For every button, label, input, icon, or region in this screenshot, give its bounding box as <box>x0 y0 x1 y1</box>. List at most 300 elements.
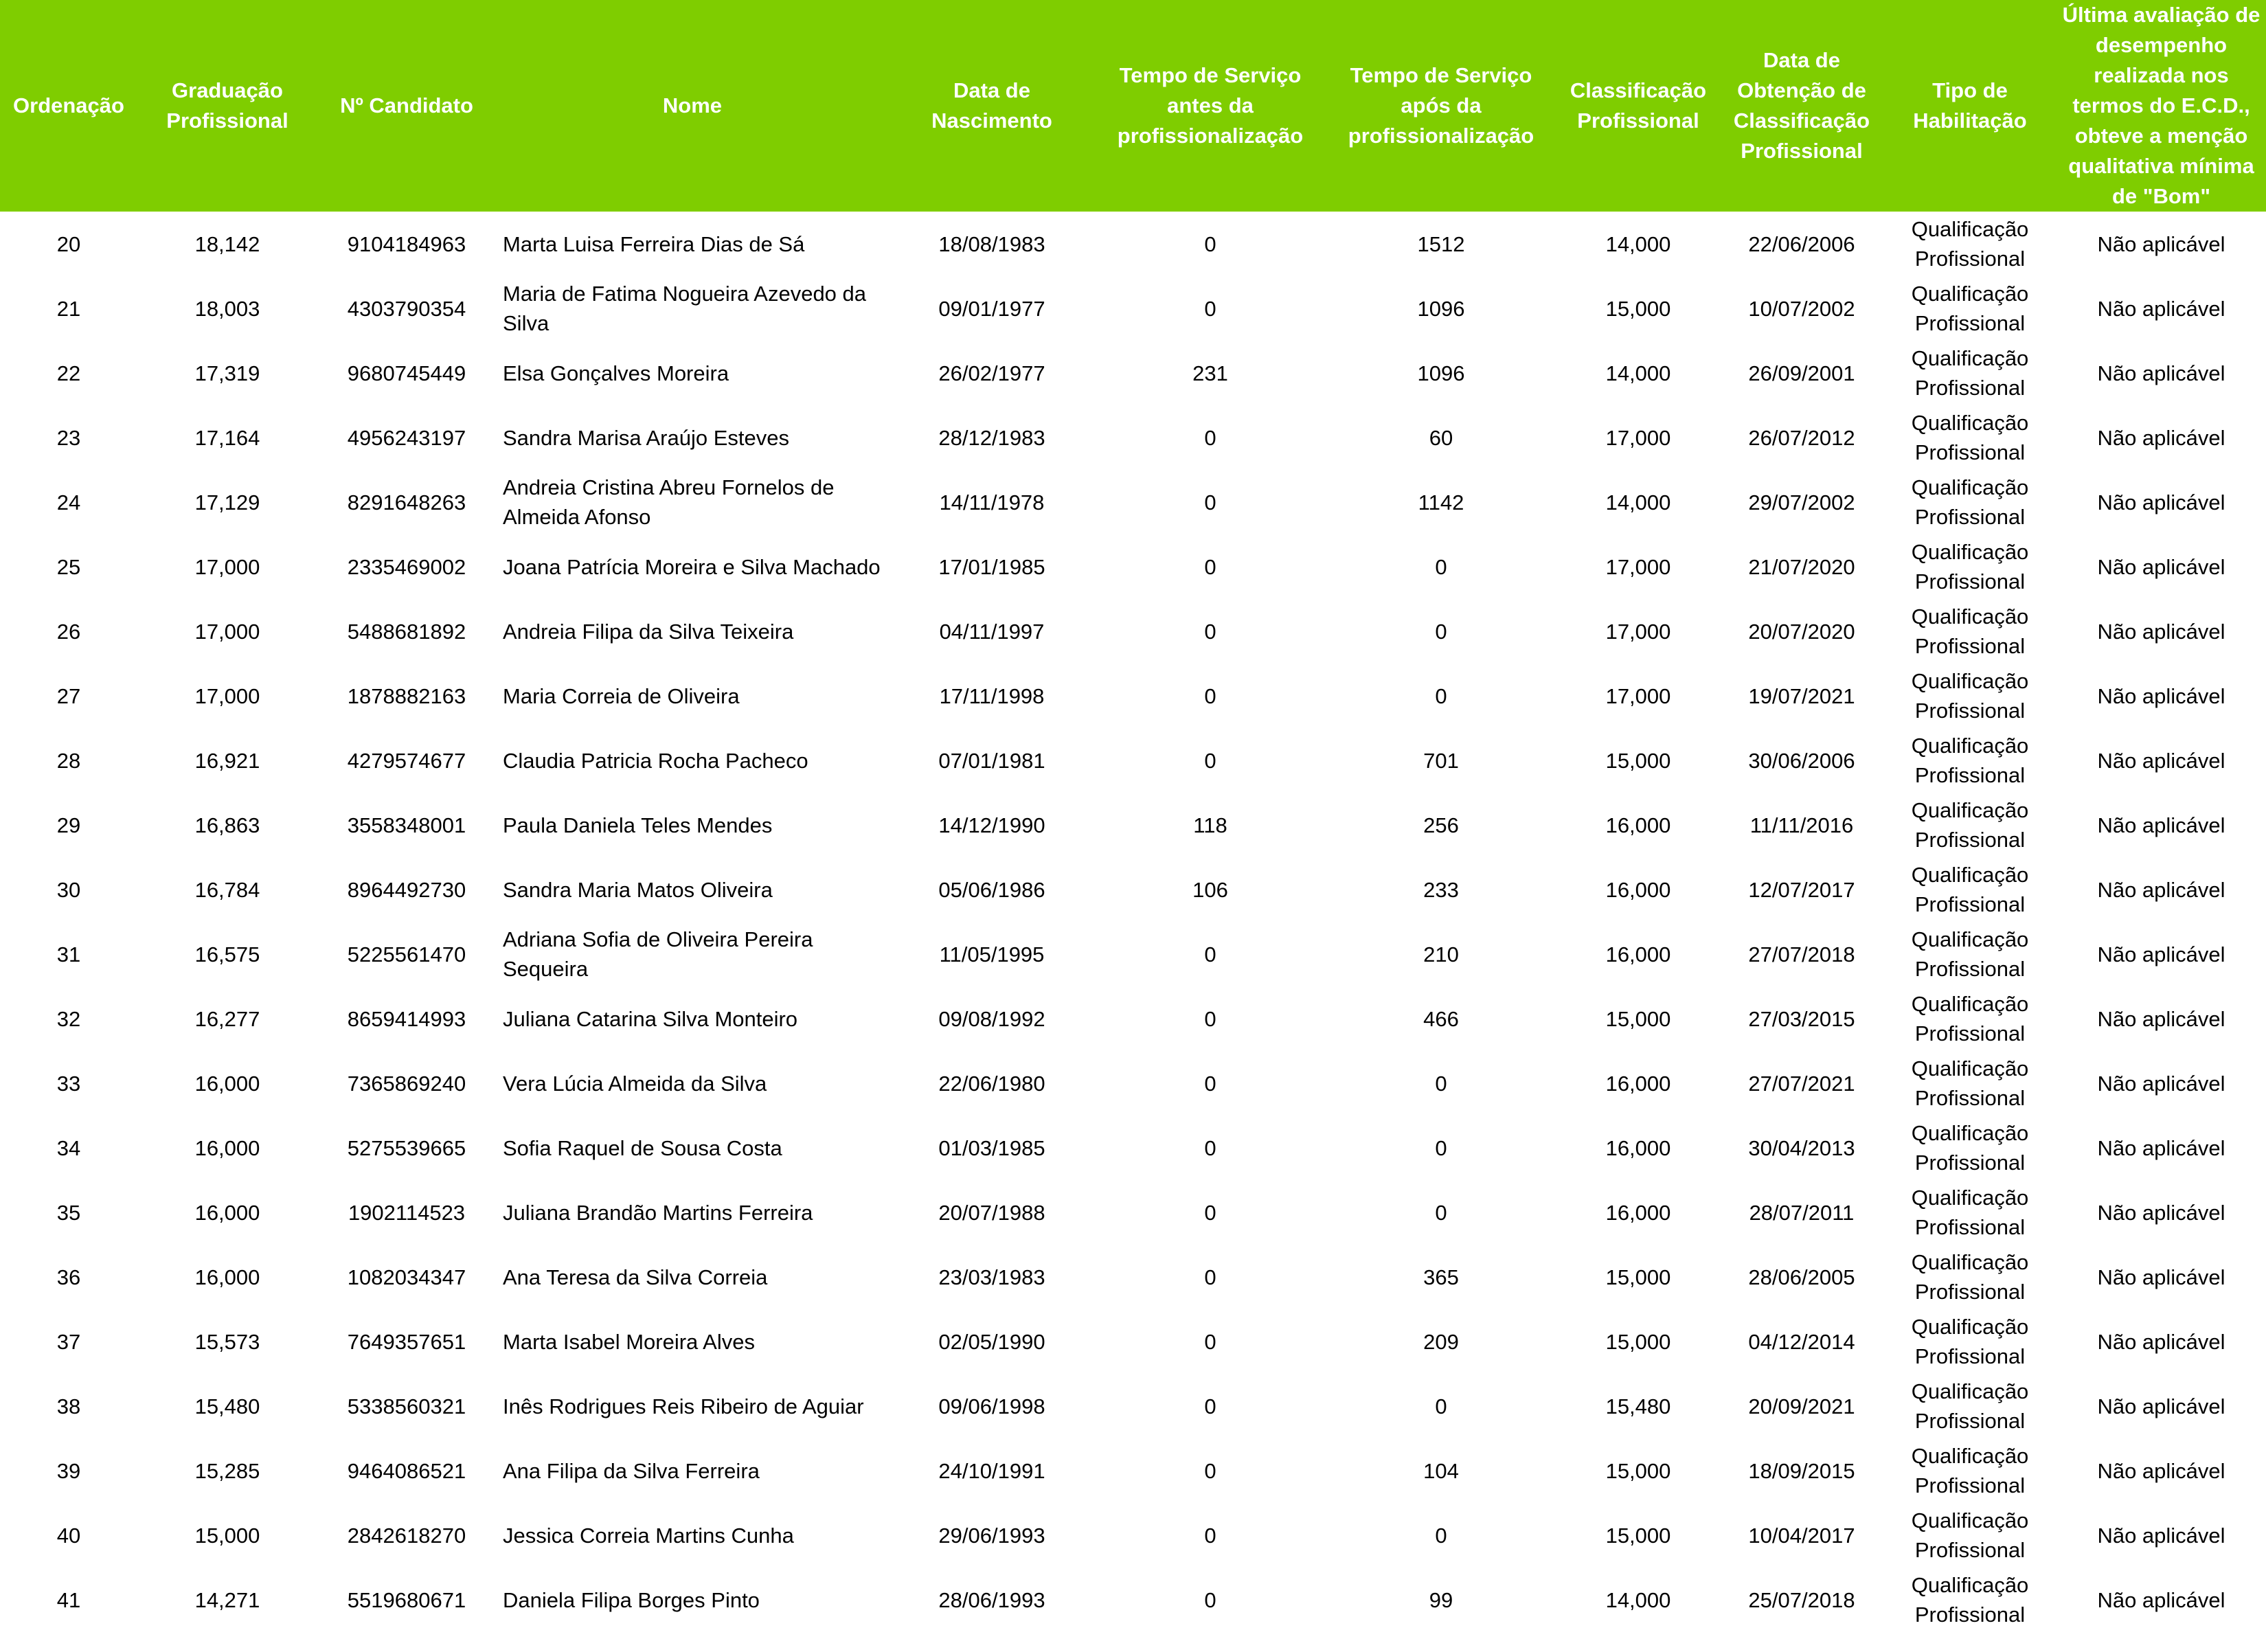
candidate-name: Sandra Maria Matos Oliveira <box>503 877 773 902</box>
table-body <box>0 212 2266 1632</box>
cell-numero-candidato: 4956243197 <box>347 425 466 450</box>
cell-tipo-habilitacao: Qualificação Profissional <box>1911 1573 2029 1627</box>
cell-tempo-antes: 0 <box>1204 619 1216 644</box>
cell-data-nascimento: 29/06/1993 <box>938 1523 1045 1548</box>
cell-data-obtencao: 12/07/2017 <box>1748 877 1855 902</box>
header-classificacao-profissional: Classificação Profissional <box>1556 0 1720 212</box>
cell-tipo-habilitacao: Qualificação Profissional <box>1911 1379 2029 1433</box>
cell-tempo-apos: 0 <box>1435 619 1447 644</box>
cell-tempo-apos: 1512 <box>1417 231 1465 256</box>
cell-tipo-habilitacao: Qualificação Profissional <box>1911 346 2029 400</box>
cell-tempo-apos: 209 <box>1423 1329 1459 1354</box>
table-row <box>0 1309 2266 1374</box>
cell-tempo-apos: 233 <box>1423 877 1459 902</box>
cell-data-nascimento: 14/11/1978 <box>939 490 1045 514</box>
cell-avaliacao: Não aplicável <box>2097 1329 2225 1354</box>
cell-avaliacao: Não aplicável <box>2097 296 2225 321</box>
candidate-name: Adriana Sofia de Oliveira Pereira Sequeira <box>503 927 813 981</box>
cell-avaliacao: Não aplicável <box>2097 231 2225 256</box>
cell-data-obtencao: 19/07/2021 <box>1748 683 1855 708</box>
cell-data-nascimento: 09/06/1998 <box>938 1394 1045 1418</box>
cell-data-obtencao: 28/07/2011 <box>1749 1200 1855 1225</box>
cell-data-nascimento: 04/11/1997 <box>939 619 1045 644</box>
cell-avaliacao: Não aplicável <box>2097 1135 2225 1160</box>
cell-data-obtencao: 29/07/2002 <box>1748 490 1855 514</box>
candidate-name: Inês Rodrigues Reis Ribeiro de Aguiar <box>503 1394 864 1418</box>
cell-graduacao: 15,000 <box>194 1523 260 1548</box>
cell-nome <box>496 1568 889 1632</box>
header-row <box>0 0 2266 212</box>
cell-data-nascimento: 11/05/1995 <box>939 942 1045 966</box>
cell-tempo-antes: 0 <box>1204 1523 1216 1548</box>
cell-nome <box>496 986 889 1051</box>
cell-tempo-antes: 0 <box>1204 1006 1216 1031</box>
cell-data-nascimento: 20/07/1988 <box>938 1200 1045 1225</box>
cell-tempo-antes: 0 <box>1204 1329 1216 1354</box>
cell-classificacao: 16,000 <box>1605 942 1671 966</box>
cell-tempo-apos: 701 <box>1423 748 1459 773</box>
cell-nome <box>496 922 889 986</box>
cell-data-nascimento: 22/06/1980 <box>938 1071 1045 1096</box>
cell-tempo-antes: 0 <box>1204 1458 1216 1483</box>
table-row <box>0 1374 2266 1438</box>
cell-avaliacao: Não aplicável <box>2097 942 2225 966</box>
cell-avaliacao: Não aplicável <box>2097 619 2225 644</box>
cell-ordenacao: 35 <box>56 1200 81 1225</box>
header-data-obtencao-classificacao: Data de Obtenção de Classificação Profissional <box>1720 0 1883 212</box>
cell-numero-candidato: 7365869240 <box>347 1071 466 1096</box>
table-row <box>0 1568 2266 1632</box>
candidate-name: Vera Lúcia Almeida da Silva <box>503 1071 767 1096</box>
cell-classificacao: 15,000 <box>1605 1006 1671 1031</box>
cell-nome <box>496 728 889 793</box>
cell-numero-candidato: 1082034347 <box>347 1265 466 1289</box>
cell-tipo-habilitacao: Qualificação Profissional <box>1911 1121 2029 1175</box>
cell-avaliacao: Não aplicável <box>2097 1523 2225 1548</box>
cell-data-nascimento: 26/02/1977 <box>938 361 1045 385</box>
cell-tipo-habilitacao: Qualificação Profissional <box>1911 669 2029 723</box>
candidate-name: Marta Isabel Moreira Alves <box>503 1329 755 1354</box>
cell-tempo-antes: 0 <box>1204 1200 1216 1225</box>
candidate-name: Juliana Brandão Martins Ferreira <box>503 1200 813 1225</box>
cell-classificacao: 15,000 <box>1605 1458 1671 1483</box>
table-row <box>0 922 2266 986</box>
cell-ordenacao: 34 <box>56 1135 81 1160</box>
candidate-name: Andreia Cristina Abreu Fornelos de Almeida Afonso <box>503 475 835 529</box>
cell-classificacao: 15,000 <box>1605 1523 1671 1548</box>
cell-tempo-apos: 0 <box>1435 1135 1447 1160</box>
cell-data-nascimento: 24/10/1991 <box>938 1458 1045 1483</box>
table-row <box>0 728 2266 793</box>
cell-numero-candidato: 5275539665 <box>347 1135 466 1160</box>
cell-classificacao: 17,000 <box>1605 619 1671 644</box>
cell-nome <box>496 1309 889 1374</box>
cell-nome <box>496 857 889 922</box>
cell-nome <box>496 1116 889 1180</box>
cell-ordenacao: 30 <box>56 877 81 902</box>
cell-tempo-antes: 0 <box>1204 425 1216 450</box>
cell-data-nascimento: 07/01/1981 <box>938 748 1045 773</box>
cell-tipo-habilitacao: Qualificação Profissional <box>1911 475 2029 529</box>
cell-numero-candidato: 2335469002 <box>347 554 466 579</box>
cell-data-nascimento: 05/06/1986 <box>938 877 1045 902</box>
header-ordenacao: Ordenação <box>0 0 137 212</box>
cell-data-nascimento: 17/11/1998 <box>939 683 1045 708</box>
cell-tempo-antes: 0 <box>1204 1135 1216 1160</box>
cell-data-nascimento: 01/03/1985 <box>938 1135 1045 1160</box>
cell-classificacao: 16,000 <box>1605 1135 1671 1160</box>
cell-graduacao: 14,271 <box>194 1587 260 1612</box>
header-graduacao-profissional: Graduação Profissional <box>137 0 317 212</box>
cell-data-obtencao: 30/06/2006 <box>1748 748 1855 773</box>
cell-tipo-habilitacao: Qualificação Profissional <box>1911 1186 2029 1239</box>
cell-avaliacao: Não aplicável <box>2097 1458 2225 1483</box>
candidate-name: Andreia Filipa da Silva Teixeira <box>503 619 794 644</box>
cell-nome <box>496 341 889 405</box>
candidate-name: Marta Luisa Ferreira Dias de Sá <box>503 231 805 256</box>
cell-ordenacao: 31 <box>56 942 81 966</box>
cell-data-nascimento: 18/08/1983 <box>938 231 1045 256</box>
cell-tipo-habilitacao: Qualificação Profissional <box>1911 217 2029 271</box>
cell-ordenacao: 32 <box>56 1006 81 1031</box>
cell-graduacao: 16,277 <box>194 1006 260 1031</box>
cell-graduacao: 18,142 <box>194 231 260 256</box>
cell-data-obtencao: 27/03/2015 <box>1748 1006 1855 1031</box>
cell-tempo-antes: 0 <box>1204 1394 1216 1418</box>
cell-avaliacao: Não aplicável <box>2097 1265 2225 1289</box>
header-numero-candidato: Nº Candidato <box>317 0 496 212</box>
cell-classificacao: 17,000 <box>1605 425 1671 450</box>
cell-numero-candidato: 9464086521 <box>347 1458 466 1483</box>
cell-tipo-habilitacao: Qualificação Profissional <box>1911 798 2029 852</box>
cell-avaliacao: Não aplicável <box>2097 554 2225 579</box>
cell-numero-candidato: 1902114523 <box>348 1200 466 1225</box>
cell-ordenacao: 23 <box>56 425 81 450</box>
cell-tempo-antes: 0 <box>1204 296 1216 321</box>
cell-nome <box>496 793 889 857</box>
table-row <box>0 341 2266 405</box>
cell-data-obtencao: 18/09/2015 <box>1748 1458 1855 1483</box>
candidate-name: Sandra Marisa Araújo Esteves <box>503 425 789 450</box>
cell-nome <box>496 470 889 534</box>
cell-tipo-habilitacao: Qualificação Profissional <box>1911 927 2029 981</box>
header-ultima-avaliacao: Última avaliação de desempenho realizada nos termos do E.C.D., obteve a menção qualitativa mínima de "Bom" <box>2057 0 2266 212</box>
cell-nome <box>496 1438 889 1503</box>
cell-data-obtencao: 25/07/2018 <box>1748 1587 1855 1612</box>
cell-data-nascimento: 28/06/1993 <box>938 1587 1045 1612</box>
cell-data-nascimento: 14/12/1990 <box>938 813 1045 837</box>
table-row <box>0 1503 2266 1568</box>
cell-ordenacao: 21 <box>56 296 81 321</box>
cell-classificacao: 16,000 <box>1605 813 1671 837</box>
cell-tempo-antes: 0 <box>1204 942 1216 966</box>
cell-tempo-apos: 365 <box>1423 1265 1459 1289</box>
cell-tempo-apos: 1096 <box>1417 361 1465 385</box>
cell-graduacao: 17,000 <box>194 554 260 579</box>
cell-ordenacao: 25 <box>56 554 81 579</box>
cell-graduacao: 16,000 <box>194 1200 260 1225</box>
cell-tempo-antes: 0 <box>1204 748 1216 773</box>
cell-data-obtencao: 20/07/2020 <box>1748 619 1855 644</box>
candidate-name: Claudia Patricia Rocha Pacheco <box>503 748 808 773</box>
cell-nome <box>496 1245 889 1309</box>
candidate-name: Sofia Raquel de Sousa Costa <box>503 1135 782 1160</box>
cell-classificacao: 15,000 <box>1605 1265 1671 1289</box>
cell-numero-candidato: 5338560321 <box>347 1394 466 1418</box>
cell-avaliacao: Não aplicável <box>2097 1071 2225 1096</box>
cell-graduacao: 16,784 <box>194 877 260 902</box>
cell-classificacao: 16,000 <box>1605 1200 1671 1225</box>
cell-tipo-habilitacao: Qualificação Profissional <box>1911 604 2029 658</box>
cell-tempo-apos: 60 <box>1429 425 1453 450</box>
candidate-name: Juliana Catarina Silva Monteiro <box>503 1006 798 1031</box>
cell-data-obtencao: 10/07/2002 <box>1748 296 1855 321</box>
header-tipo-habilitacao: Tipo de Habilitação <box>1883 0 2057 212</box>
candidate-name: Jessica Correia Martins Cunha <box>503 1523 794 1548</box>
cell-ordenacao: 22 <box>56 361 81 385</box>
cell-classificacao: 15,480 <box>1605 1394 1671 1418</box>
cell-tempo-antes: 0 <box>1204 490 1216 514</box>
cell-ordenacao: 29 <box>56 813 81 837</box>
cell-classificacao: 15,000 <box>1605 296 1671 321</box>
cell-tipo-habilitacao: Qualificação Profissional <box>1911 1444 2029 1497</box>
cell-numero-candidato: 5225561470 <box>347 942 466 966</box>
cell-tempo-antes: 0 <box>1204 1265 1216 1289</box>
cell-nome <box>496 1180 889 1245</box>
cell-tempo-apos: 466 <box>1423 1006 1459 1031</box>
cell-avaliacao: Não aplicável <box>2097 748 2225 773</box>
candidate-name: Joana Patrícia Moreira e Silva Machado <box>503 554 881 579</box>
cell-data-obtencao: 30/04/2013 <box>1748 1135 1855 1160</box>
cell-graduacao: 16,000 <box>194 1135 260 1160</box>
cell-data-obtencao: 27/07/2021 <box>1748 1071 1855 1096</box>
cell-numero-candidato: 2842618270 <box>347 1523 466 1548</box>
candidate-name: Daniela Filipa Borges Pinto <box>503 1587 760 1612</box>
cell-nome <box>496 664 889 728</box>
cell-numero-candidato: 1878882163 <box>347 683 466 708</box>
cell-data-obtencao: 26/09/2001 <box>1748 361 1855 385</box>
cell-avaliacao: Não aplicável <box>2097 361 2225 385</box>
cell-data-obtencao: 20/09/2021 <box>1748 1394 1855 1418</box>
cell-nome <box>496 1374 889 1438</box>
cell-classificacao: 14,000 <box>1605 490 1671 514</box>
table-row <box>0 1051 2266 1116</box>
cell-tempo-apos: 0 <box>1435 1071 1447 1096</box>
cell-nome <box>496 1503 889 1568</box>
cell-avaliacao: Não aplicável <box>2097 425 2225 450</box>
cell-ordenacao: 33 <box>56 1071 81 1096</box>
cell-nome <box>496 405 889 470</box>
cell-data-obtencao: 26/07/2012 <box>1748 425 1855 450</box>
candidate-name: Ana Teresa da Silva Correia <box>503 1265 768 1289</box>
cell-ordenacao: 37 <box>56 1329 81 1354</box>
table-row <box>0 212 2266 276</box>
cell-tempo-apos: 0 <box>1435 554 1447 579</box>
cell-graduacao: 16,863 <box>194 813 260 837</box>
cell-data-obtencao: 10/04/2017 <box>1748 1523 1855 1548</box>
cell-ordenacao: 24 <box>56 490 81 514</box>
cell-tipo-habilitacao: Qualificação Profissional <box>1911 1250 2029 1304</box>
cell-numero-candidato: 5488681892 <box>347 619 466 644</box>
table-row <box>0 793 2266 857</box>
cell-classificacao: 17,000 <box>1605 683 1671 708</box>
table-header <box>0 0 2266 212</box>
cell-nome <box>496 1051 889 1116</box>
cell-graduacao: 17,319 <box>194 361 260 385</box>
candidate-name: Paula Daniela Teles Mendes <box>503 813 773 837</box>
table-row <box>0 664 2266 728</box>
cell-ordenacao: 36 <box>56 1265 81 1289</box>
candidate-name: Maria Correia de Oliveira <box>503 683 740 708</box>
cell-graduacao: 17,129 <box>194 490 260 514</box>
cell-ordenacao: 38 <box>56 1394 81 1418</box>
cell-numero-candidato: 8659414993 <box>347 1006 466 1031</box>
cell-data-obtencao: 28/06/2005 <box>1748 1265 1855 1289</box>
cell-graduacao: 16,575 <box>194 942 260 966</box>
table-row <box>0 857 2266 922</box>
cell-tipo-habilitacao: Qualificação Profissional <box>1911 282 2029 335</box>
table-row <box>0 405 2266 470</box>
cell-graduacao: 16,000 <box>194 1071 260 1096</box>
cell-graduacao: 17,000 <box>194 619 260 644</box>
cell-classificacao: 16,000 <box>1605 877 1671 902</box>
cell-tempo-antes: 0 <box>1204 554 1216 579</box>
cell-ordenacao: 28 <box>56 748 81 773</box>
cell-ordenacao: 27 <box>56 683 81 708</box>
cell-tipo-habilitacao: Qualificação Profissional <box>1911 1315 2029 1368</box>
table-row <box>0 1180 2266 1245</box>
cell-classificacao: 16,000 <box>1605 1071 1671 1096</box>
cell-nome <box>496 212 889 276</box>
cell-tempo-apos: 0 <box>1435 1523 1447 1548</box>
cell-numero-candidato: 3558348001 <box>347 813 466 837</box>
cell-ordenacao: 26 <box>56 619 81 644</box>
cell-data-nascimento: 09/08/1992 <box>938 1006 1045 1031</box>
cell-tempo-apos: 0 <box>1435 683 1447 708</box>
cell-classificacao: 14,000 <box>1605 361 1671 385</box>
cell-tempo-antes: 118 <box>1193 813 1227 837</box>
table-row <box>0 986 2266 1051</box>
cell-graduacao: 16,000 <box>194 1265 260 1289</box>
cell-data-nascimento: 09/01/1977 <box>938 296 1045 321</box>
table-row <box>0 1438 2266 1503</box>
cell-ordenacao: 20 <box>56 231 81 256</box>
cell-tipo-habilitacao: Qualificação Profissional <box>1911 411 2029 464</box>
cell-data-nascimento: 17/01/1985 <box>938 554 1045 579</box>
cell-classificacao: 15,000 <box>1605 748 1671 773</box>
cell-tempo-apos: 1142 <box>1418 490 1464 514</box>
cell-avaliacao: Não aplicável <box>2097 1006 2225 1031</box>
cell-numero-candidato: 8964492730 <box>347 877 466 902</box>
cell-tempo-apos: 99 <box>1429 1587 1453 1612</box>
table-row <box>0 276 2266 341</box>
header-tempo-servico-apos: Tempo de Serviço após da profissionalização <box>1326 0 1556 212</box>
cell-tempo-apos: 1096 <box>1417 296 1465 321</box>
cell-nome <box>496 276 889 341</box>
cell-graduacao: 16,921 <box>194 748 260 773</box>
header-data-nascimento: Data de Nascimento <box>889 0 1095 212</box>
cell-classificacao: 14,000 <box>1605 231 1671 256</box>
cell-data-obtencao: 04/12/2014 <box>1748 1329 1855 1354</box>
cell-avaliacao: Não aplicável <box>2097 490 2225 514</box>
cell-tempo-antes: 106 <box>1192 877 1228 902</box>
cell-nome <box>496 599 889 664</box>
cell-tempo-apos: 104 <box>1423 1458 1459 1483</box>
cell-avaliacao: Não aplicável <box>2097 813 2225 837</box>
cell-graduacao: 15,285 <box>194 1458 260 1483</box>
cell-data-obtencao: 11/11/2016 <box>1749 813 1854 837</box>
cell-data-obtencao: 27/07/2018 <box>1748 942 1855 966</box>
cell-data-obtencao: 21/07/2020 <box>1748 554 1855 579</box>
cell-graduacao: 15,573 <box>194 1329 260 1354</box>
cell-tempo-apos: 0 <box>1435 1200 1447 1225</box>
cell-data-nascimento: 02/05/1990 <box>938 1329 1045 1354</box>
candidate-name: Maria de Fatima Nogueira Azevedo da Silva <box>503 282 867 335</box>
cell-numero-candidato: 4303790354 <box>347 296 466 321</box>
cell-avaliacao: Não aplicável <box>2097 683 2225 708</box>
cell-graduacao: 18,003 <box>194 296 260 321</box>
cell-avaliacao: Não aplicável <box>2097 1200 2225 1225</box>
cell-classificacao: 15,000 <box>1605 1329 1671 1354</box>
cell-tempo-apos: 210 <box>1423 942 1459 966</box>
cell-classificacao: 17,000 <box>1605 554 1671 579</box>
cell-nome <box>496 534 889 599</box>
cell-ordenacao: 41 <box>56 1587 81 1612</box>
cell-graduacao: 15,480 <box>194 1394 260 1418</box>
cell-avaliacao: Não aplicável <box>2097 877 2225 902</box>
cell-tempo-apos: 256 <box>1423 813 1459 837</box>
candidate-name: Elsa Gonçalves Moreira <box>503 361 729 385</box>
cell-tempo-antes: 231 <box>1192 361 1228 385</box>
cell-graduacao: 17,164 <box>194 425 260 450</box>
cell-numero-candidato: 5519680671 <box>347 1587 466 1612</box>
cell-tempo-antes: 0 <box>1204 231 1216 256</box>
candidate-name: Ana Filipa da Silva Ferreira <box>503 1458 760 1483</box>
cell-numero-candidato: 7649357651 <box>347 1329 466 1354</box>
cell-tipo-habilitacao: Qualificação Profissional <box>1911 734 2029 787</box>
table-row <box>0 470 2266 534</box>
cell-tempo-antes: 0 <box>1204 1071 1216 1096</box>
cell-tempo-antes: 0 <box>1204 1587 1216 1612</box>
table-row <box>0 534 2266 599</box>
cell-tipo-habilitacao: Qualificação Profissional <box>1911 1508 2029 1562</box>
cell-numero-candidato: 8291648263 <box>347 490 466 514</box>
cell-ordenacao: 40 <box>56 1523 81 1548</box>
cell-numero-candidato: 9104184963 <box>347 231 466 256</box>
cell-tempo-apos: 0 <box>1435 1394 1447 1418</box>
cell-data-nascimento: 28/12/1983 <box>938 425 1045 450</box>
cell-data-nascimento: 23/03/1983 <box>938 1265 1045 1289</box>
cell-numero-candidato: 4279574677 <box>347 748 466 773</box>
cell-tipo-habilitacao: Qualificação Profissional <box>1911 863 2029 916</box>
table-row <box>0 1116 2266 1180</box>
header-tempo-servico-antes: Tempo de Serviço antes da profissionalização <box>1095 0 1326 212</box>
cell-classificacao: 14,000 <box>1605 1587 1671 1612</box>
table-row <box>0 1245 2266 1309</box>
cell-tipo-habilitacao: Qualificação Profissional <box>1911 1056 2029 1110</box>
cell-numero-candidato: 9680745449 <box>347 361 466 385</box>
cell-graduacao: 17,000 <box>194 683 260 708</box>
header-nome: Nome <box>496 0 889 212</box>
cell-avaliacao: Não aplicável <box>2097 1587 2225 1612</box>
cell-avaliacao: Não aplicável <box>2097 1394 2225 1418</box>
cell-tempo-antes: 0 <box>1204 683 1216 708</box>
table-row <box>0 599 2266 664</box>
cell-tipo-habilitacao: Qualificação Profissional <box>1911 540 2029 593</box>
cell-tipo-habilitacao: Qualificação Profissional <box>1911 992 2029 1045</box>
cell-data-obtencao: 22/06/2006 <box>1748 231 1855 256</box>
cell-ordenacao: 39 <box>56 1458 81 1483</box>
